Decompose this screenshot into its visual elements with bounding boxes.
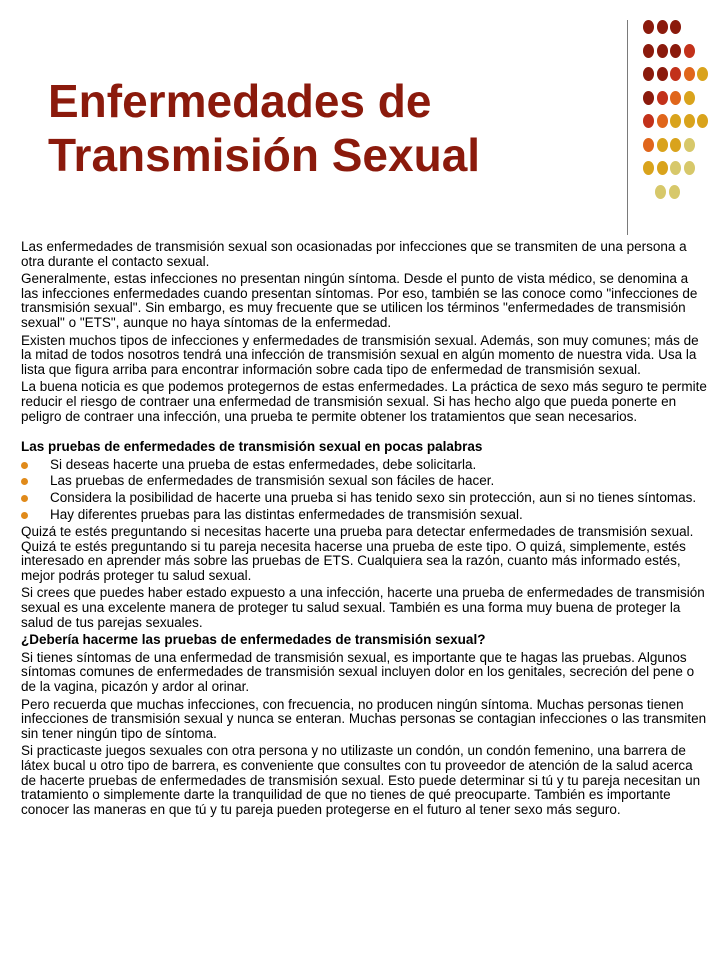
decorative-dot: [684, 138, 695, 152]
decorative-dot: [657, 138, 668, 152]
intro-paragraph: Las enfermedades de transmisión sexual son ocasionadas por infecciones que se transmiten de una persona a otra durante el contacto sexual.: [21, 239, 687, 269]
decorative-dot: [657, 20, 668, 34]
decorative-dot: [657, 161, 668, 175]
decorative-dot: [670, 20, 681, 34]
question-section-heading: ¿Debería hacerme las pruebas de enfermedades de transmisión sexual?: [21, 632, 486, 648]
intro-paragraph: Generalmente, estas infecciones no presentan ningún síntoma. Desde el punto de vista médico, se denomina a las infecciones enfermedades cuando presentan síntomas. Por eso, también se las conoce como "infecciones de transmisión sexual". Sin embargo, es muy frecuente que se utilicen los términos "enfermedades de transmisión sexual" o "ETS", aunque no haya síntomas de la enfermedad.: [21, 271, 698, 330]
list-item: [21, 458, 709, 473]
decorative-dot: [643, 44, 654, 58]
decorative-dot: [657, 67, 668, 81]
decorative-dot: [670, 161, 681, 175]
list-item: [21, 474, 709, 489]
decorative-dot: [643, 161, 654, 175]
bullet-icon: [21, 478, 28, 485]
title-divider-line: [627, 20, 628, 235]
decorative-dot: [670, 67, 681, 81]
decorative-dot: [670, 91, 681, 105]
list-item-text: Considera la posibilidad de hacerte una prueba si has tenido sexo sin protección, aun si no tienes síntomas.: [50, 489, 697, 505]
question-paragraph: Pero recuerda que muchas infecciones, con frecuencia, no producen ningún síntoma. Muchas personas tienen infecciones de transmisión sexual y nunca se enteran. Muchas personas se contagian infecciones o las transmiten sin tener ningún tipo de síntoma.: [21, 696, 707, 741]
decorative-dot: [657, 91, 668, 105]
tests-section-heading: Las pruebas de enfermedades de transmisión sexual en pocas palabras: [21, 439, 483, 455]
decorative-dot: [669, 185, 680, 199]
decorative-dot: [643, 20, 654, 34]
page-title: Enfermedades de Transmisión Sexual: [48, 75, 481, 181]
bullet-icon: [21, 512, 28, 519]
decorative-dot: [657, 114, 668, 128]
decorative-dot: [697, 67, 708, 81]
list-item-text: Si deseas hacerte una prueba de estas enfermedades, debe solicitarla.: [50, 456, 477, 472]
document-body: [21, 240, 709, 820]
tests-paragraph: Quizá te estés preguntando si necesitas hacerte una prueba para detectar enfermedades de transmisión sexual. Quizá te estés preguntando si tu pareja necesita hacerse una prueba de este tipo. O quizá, simplemente, estés interesado en aprender más sobre las pruebas de ETS. Cualquiera sea la razón, cuanto más informado estés, mejor podrás proteger tu salud sexual.: [21, 524, 694, 583]
decorative-dot: [657, 44, 668, 58]
decorative-dot: [684, 114, 695, 128]
decorative-dot: [684, 91, 695, 105]
list-item-text: Hay diferentes pruebas para las distintas enfermedades de transmisión sexual.: [50, 506, 523, 522]
decorative-dot: [684, 161, 695, 175]
list-item-text: Las pruebas de enfermedades de transmisión sexual son fáciles de hacer.: [50, 473, 495, 489]
tests-bullet-list: [21, 458, 709, 522]
tests-paragraph: Si crees que puedes haber estado expuesto a una infección, hacerte una prueba de enfermedades de transmisión sexual es una excelente manera de proteger tu salud sexual. También es una forma muy buena de proteger la salud de tus parejas sexuales.: [21, 585, 705, 630]
bullet-icon: [21, 462, 28, 469]
decorative-dot: [684, 67, 695, 81]
intro-paragraph: Existen muchos tipos de infecciones y enfermedades de transmisión sexual. Además, son muy comunes; más de la mitad de todos nosotros tendrá una infección de transmisión sexual en algún momento de nuestra vida. Usa la lista que figura arriba para encontrar información sobre cada tipo de enfermedad de transmisión sexual.: [21, 332, 699, 377]
list-item: [21, 491, 709, 506]
decorative-dot: [643, 67, 654, 81]
decorative-dot: [670, 114, 681, 128]
decorative-dot: [697, 114, 708, 128]
decorative-dot: [684, 44, 695, 58]
decorative-dot: [670, 138, 681, 152]
decorative-dot: [643, 138, 654, 152]
list-item: [21, 508, 709, 523]
decorative-dot: [643, 91, 654, 105]
question-paragraph: Si practicaste juegos sexuales con otra persona y no utilizaste un condón, un condón femenino, una barrera de látex bucal u otro tipo de barrera, es conveniente que consultes con tu proveedor de atención de la salud acerca de hacerte pruebas de enfermedades de transmisión sexual. Esto puede determinar si tú y tu pareja necesitan un tratamiento o simplemente darte la tranquilidad de que no tienes de qué preocuparte. También es importante conocer las maneras en que tú y tu pareja pueden protegerse en el futuro al tener sexo más seguro.: [21, 743, 701, 817]
question-paragraph: Si tienes síntomas de una enfermedad de transmisión sexual, es importante que te hagas las pruebas. Algunos síntomas comunes de enfermedades de transmisión sexual incluyen dolor en los genitales, secreción del pene o de la vagina, picazón y ardor al orinar.: [21, 649, 695, 695]
decorative-dot: [670, 44, 681, 58]
decorative-dot: [655, 185, 666, 199]
intro-paragraph: La buena noticia es que podemos protegernos de estas enfermedades. La práctica de sexo más seguro te permite reducir el riesgo de contraer una enfermedad de transmisión sexual. Si has hecho algo que pueda ponerte en peligro de contraer una infección, una prueba te permite obtener los tratamientos que sean necesarios.: [21, 379, 707, 424]
bullet-icon: [21, 495, 28, 502]
decorative-dot: [643, 114, 654, 128]
